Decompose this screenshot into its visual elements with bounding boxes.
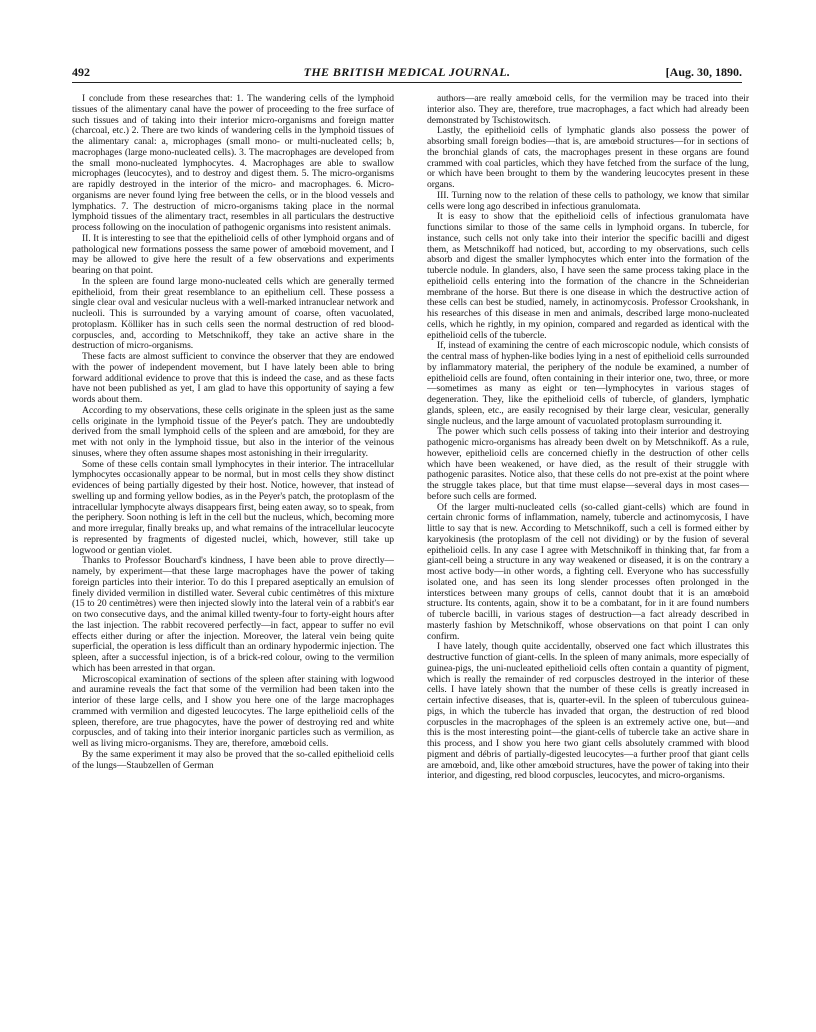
paragraph-experiment: Thanks to Professor Bouchard's kindness, I have been able to prove directly—namely, by experiment—that these large macrophages have the power of taking foreign particles into their interior. To do this I prepared aseptically an emulsion of finely divided vermilion in distilled water. Several cubic centimètres of this mixture (15 to 20 centimètres) were then injected slowly into the lateral vein of a rabbit's ear on two consecutive days, and the animal killed twenty-four to forty-eight hours after the last injection. The rabbit recovered perfectly—in fact, appear to suffer no evil effects either during or after the injection. Moreover, the lateral vein being quite superficial, the operation is less difficult than an ordinary hypodermic injection. The spleen, after a successful injection, is of a brick-red colour, owing to the vermilion which has been arrested in that organ. [72, 555, 394, 674]
paragraph-spleen-cells: In the spleen are found large mono-nucleated cells which are generally termed epithelioid, from their great resemblance to an epithelium cell. These possess a single clear oval and vesicular nucleus with a well-marked intranuclear network and nucleoli. This is surrounded by a varying amount of coarse, often vacuolated, protoplasm. Kölliker has in such cells seen the normal destruction of red blood-corpuscles, and, according to Metschnikoff, they take an active share in the destruction of micro-organisms. [72, 275, 394, 352]
paragraph-origin: According to my observations, these cells originate in the spleen just as the same cells originate in the lymphoid tissue of the Peyer's patch. They are undoubtedly derived from the small lymphoid cells of the spleen and are amœboid, for they are met with not only in the lymphoid tissue, but also in the interior of the veinous sinuses, where they often assume shapes most astonishing in their irregularity. [72, 404, 394, 459]
journal-title: THE BRITISH MEDICAL JOURNAL. [303, 65, 511, 79]
paragraph-lungs: By the same experiment it may also be proved that the so-called epithelioid cells of the lungs—Staubzellen of German [72, 748, 394, 771]
paragraph-section-iii: III. Turning now to the relation of these cells to pathology, we know that similar cells were long ago described in infectious granulomata. [427, 189, 749, 212]
page-number: 492 [72, 65, 90, 79]
paragraph-giant-cells: Of the larger multi-nucleated cells (so-called giant-cells) which are found in certain chronic forms of inflammation, namely, tubercle and actinomycosis, I have little to say that is new. According to Metschnikoff, such a cell is formed either by karyokinesis (the protoplasm of the cell not dividing) or by the fusion of several epithelioid cells. In any case I agree with Metschnikoff in thinking that, far from a giant-cell being a structure in any way weakened or diseased, it is on the contrary a most active body—in other words, a fighting cell. Everyone who has successfully isolated one, and has seen its long slender processes often prolonged in the interstices between many groups of cells, cannot doubt that it is an amœboid structure. Its contents, again, show it to be a combatant, for in it are found numbers of tubercle bacilli, in various stages of destruction—a fact already described in masterly fashion by Metschnikoff, whose observations on that point I can only confirm. [427, 501, 749, 642]
issue-date: [Aug. 30, 1890. [665, 65, 742, 79]
paragraph-observation: I have lately, though quite accidentally, observed one fact which illustrates this destructive function of giant-cells. In the spleen of many animals, more especially of guinea-pigs, the uni-nucleated epithelioid cells often contain a quantity of pigment, which is really the remainder of red corpuscles destroyed in the interior of these cells. I have lately shown that the number of these cells is greatly increased in certain infective diseases, that is, quarter-evil. In the spleen of tuberculous guinea-pigs, in which the tubercle has invaded that organ, the destruction of red blood corpuscles in the macrophages of the spleen is an extremely active one, but—and this is the most interesting point—the giant-cells of tubercle take an active share in this process, and I show you here two giant cells absolutely crammed with blood pigment and débris of partially-digested leucocytes—a further proof that giant cells are amœboid, and, like other amœboid structures, have the power of taking into their interior, and digesting, red blood corpuscles, leucocytes, and micro-organisms. [427, 641, 749, 782]
paragraph-power: The power which such cells possess of taking into their interior and destroying pathogenic micro-organisms has already been dwelt on by Metschnikoff. As a rule, however, epithelioid cells are concerned chiefly in the destruction of other cells which have been weakened, or have died, as the result of their struggle with pathogenic parasites. Notice also, that these cells do not pre-exist at the point where the struggle takes place, but that time must elapse—several days in most cases—before such cells are formed. [427, 426, 749, 502]
left-column [72, 94, 394, 1010]
paragraph-conclusions: I conclude from these researches that: 1. The wandering cells of the lymphoid tissues of the alimentary canal have the power of proceeding to the free surface of such tissues and of taking into their interior micro-organisms and foreign matter (charcoal, etc.) 2. There are two kinds of wandering cells in the lymphoid tissues of the alimentary canal: a, microphages (small mono- or multi-nucleated cells; b, macrophages (large mono-nucleated cells). 3. The macrophages are developed from the small mono-nucleated lymphocytes. 4. Macrophages are able to swallow microphages (leucocytes), and to destroy and digest them. 5. The micro-organisms are rapidly destroyed in the interior of the micro- and macrophages. 6. Micro-organisms are never found lying free between the cells, or in the blood vessels and lymphatics. 7. The destruction of micro-organisms taking place in the normal lymphoid tissues of the alimentary tract, resembles in all particulars the destructive process following on the inoculation of pathogenic organisms into resistent animals. [72, 94, 394, 233]
paragraph-evidence: These facts are almost sufficient to convince the observer that they are endowed with the power of independent movement, but I have lately been able to bring forward additional evidence to prove that this is indeed the case, and as these facts have not been published as yet, I am glad to have this opportunity of saying a few words about them. [72, 351, 394, 405]
paragraph-nodule: If, instead of examining the centre of each microscopic nodule, which consists of the central mass of hyphen-like bodies lying in a nest of epithelioid cells surrounded by inflammatory material, the periphery of the nodule be examined, a number of epithelioid cells are found, often containing in their interior one, two, three, or more—sometimes as many as eight or ten—lymphocytes in various stages of degeneration. They, like the epithelioid cells of tubercle, of glanders, lymphatic glands, spleen, etc., are easily recognised by their large clear, vesicular, generally single nucleus, and the large amount of vacuolated protoplasm surrounding it. [427, 340, 749, 427]
running-header [72, 64, 742, 83]
paragraph-lymphatic-glands: Lastly, the epithelioid cells of lymphatic glands also possess the power of absorbing small foreign bodies—that is, are amœboid structures—for in sections of the bronchial glands of cats, the macrophages present in these organs are found crammed with coal particles, which they have fetched from the surface of the lung, or which have been brought to them by the wandering leucocytes present in these organs. [427, 125, 749, 190]
paragraph-microscopy: Microscopical examination of sections of the spleen after staining with logwood and auramine reveals the fact that some of the vermilion had been taken into the interior of these large cells, and I show you here one of the large macrophages crammed with vermilion and digested leucocytes. The large epithelioid cells of the spleen, therefore, are true phagocytes, have the power of destroying red and white corpuscles, and of taking into their interior inorganic particles such as vermilion, as well as living micro-organisms. They are, therefore, amœboid cells. [72, 673, 394, 749]
paragraph-lymphocytes: Some of these cells contain small lymphocytes in their interior. The intracellular lymphocytes occasionally appear to be normal, but in most cells they show distinct evidences of being partially digested by their host. Notice, however, that instead of swelling up and forming yellow bodies, as in the Peyer's patch, the protoplasm of the intracellular lymphocyte always disappears first, being eaten away, so to speak, from the periphery. Soon nothing is left in the cell but the nucleus, which, becoming more and more irregular, finally breaks up, and what remains of the intracellular leucocyte is represented by fragments of digested nuclei, which, however, still take up logwood or gentian violet. [72, 458, 394, 556]
right-column [427, 94, 749, 1010]
paragraph-granulomata: It is easy to show that the epithelioid cells of infectious granulomata have functions similar to those of the same cells in lymphoid organs. In tubercle, for instance, such cells not only take into their interior the specific bacilli and digest them, as Metschnikoff had noticed, but, according to my observations, such cells absorb and digest the smaller lymphocytes which enter into the formation of the tubercle nodule. In glanders, also, I have seen the same process taking place in the epithelioid cells entering into the formation of the chancre in the Schneiderian membrane of the horse. But there is one disease in which the destructive action of these cells can best be studied, namely, in actinomycosis. Professor Crookshank, in his researches of this disease in men and animals, described large mono-nucleated cells, which he rightly, in my opinion, compared and regarded as identical with the epithelioid cells of the tubercle. [427, 211, 749, 341]
paragraph-continuation: authors—are really amœboid cells, for the vermilion may be traced into their interior also. They are, therefore, true macrophages, a fact which had already been demonstrated by Tschistowitsch. [427, 94, 749, 126]
paragraph-section-ii: II. It is interesting to see that the epithelioid cells of other lymphoid organs and of pathological new formations possess the same power of amœboid movement, and I may be allowed to give here the result of a few observations and experiments bearing on that point. [72, 232, 394, 276]
